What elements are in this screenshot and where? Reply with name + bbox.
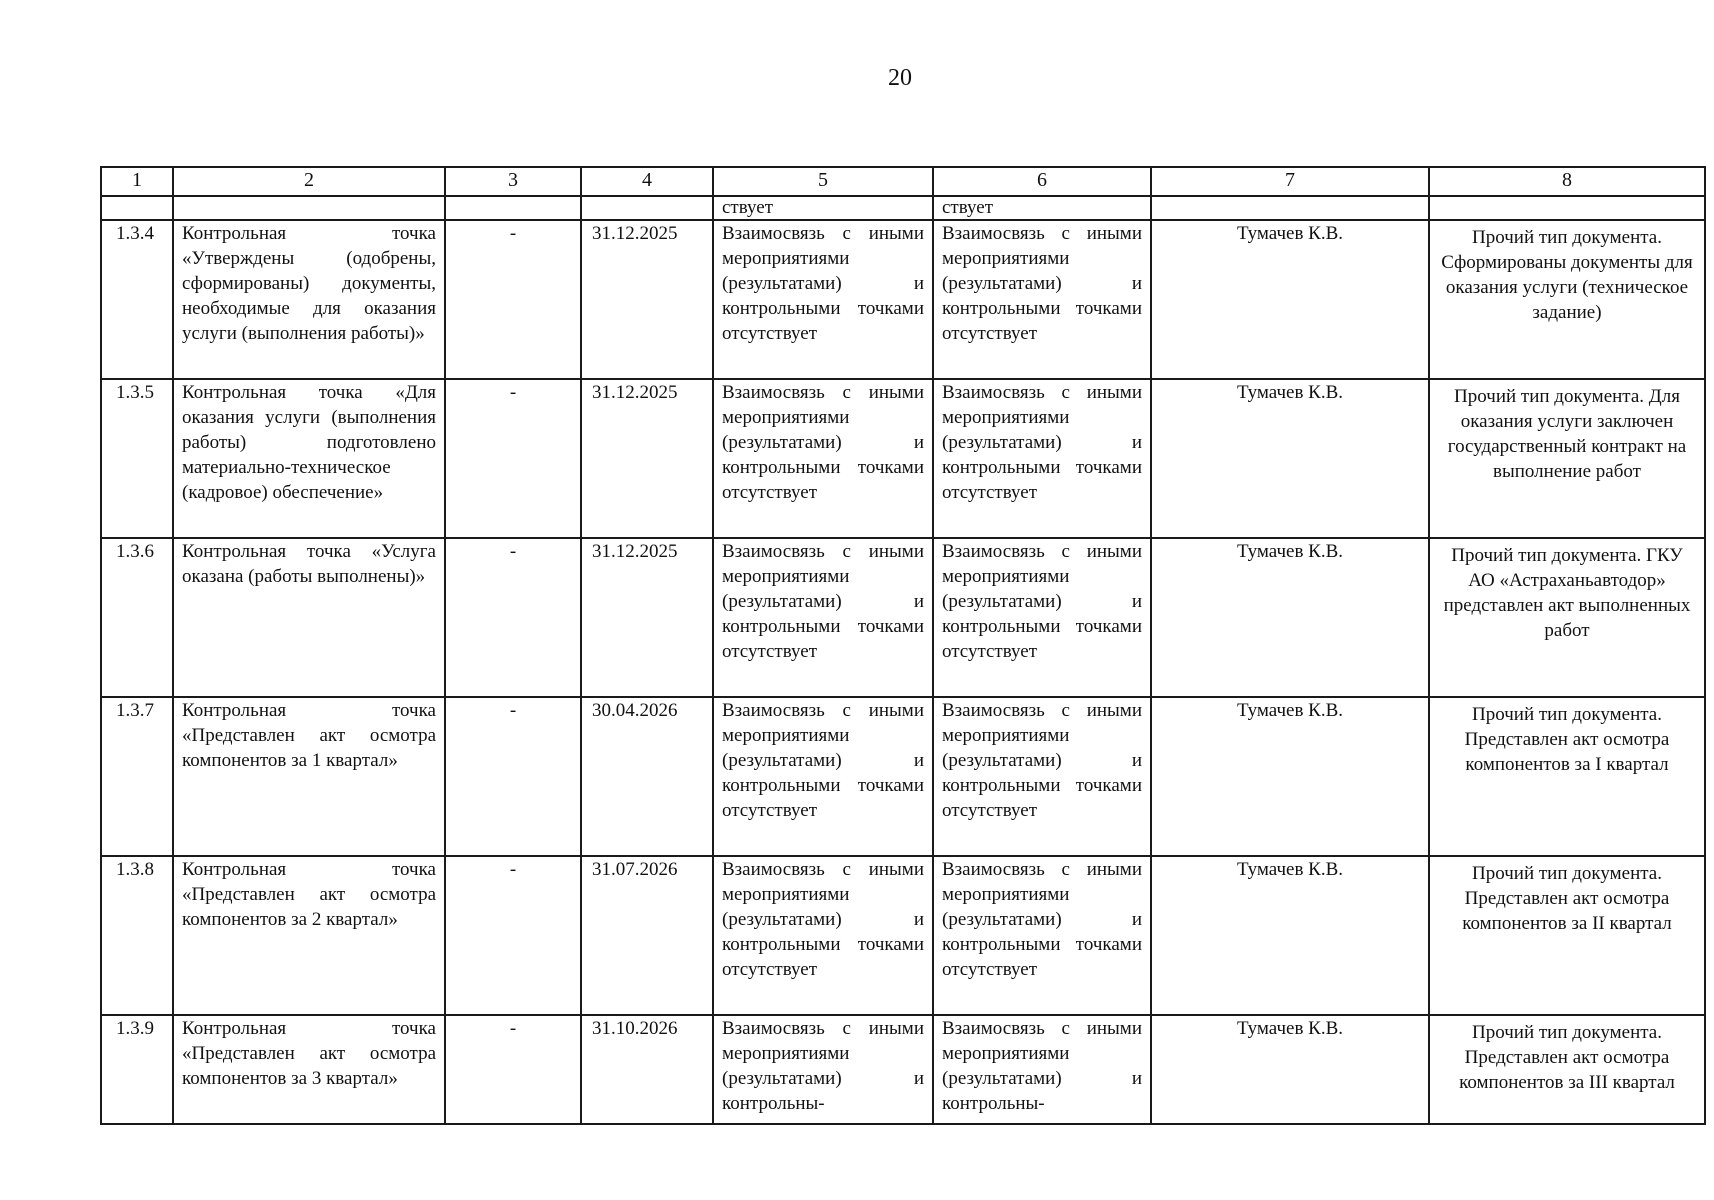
control-point-name: Контрольная точка «Услуга оказана (работы выполнены)»: [173, 538, 445, 697]
relation-col5: Взаимосвязь с иными мероприятиями (результатами) и контрольными точками отсутствует: [713, 220, 933, 379]
cell-empty: [1151, 196, 1429, 220]
col3-value: -: [445, 1015, 581, 1124]
document-description: Прочий тип документа. Для оказания услуги заключен государственный контракт на выполнение работ: [1429, 379, 1705, 538]
relation-col5: Взаимосвязь с иными мероприятиями (результатами) и контрольными точками отсутствует: [713, 856, 933, 1015]
row-number: 1.3.9: [101, 1015, 173, 1124]
deadline-date: 30.04.2026: [581, 697, 713, 856]
col3-value: -: [445, 538, 581, 697]
header-col-7: 7: [1151, 167, 1429, 196]
control-points-table: [100, 166, 1706, 1125]
deadline-date: 31.12.2025: [581, 538, 713, 697]
table-row: [101, 220, 1705, 379]
row-number: 1.3.4: [101, 220, 173, 379]
control-point-name: Контрольная точка «Представлен акт осмотра компонентов за 2 квартал»: [173, 856, 445, 1015]
relation-col6: Взаимосвязь с иными мероприятиями (результатами) и контрольными точками отсутствует: [933, 856, 1151, 1015]
page-number: 20: [888, 65, 912, 91]
responsible-person: Тумачев К.В.: [1151, 697, 1429, 856]
relation-col6: Взаимосвязь с иными мероприятиями (результатами) и контрольны-: [933, 1015, 1151, 1124]
col3-value: -: [445, 697, 581, 856]
deadline-date: 31.10.2026: [581, 1015, 713, 1124]
relation-col6: Взаимосвязь с иными мероприятиями (результатами) и контрольными точками отсутствует: [933, 697, 1151, 856]
control-point-name: Контрольная точка «Представлен акт осмотра компонентов за 1 квартал»: [173, 697, 445, 856]
header-col-2: 2: [173, 167, 445, 196]
continuation-row: [101, 196, 1705, 220]
responsible-person: Тумачев К.В.: [1151, 1015, 1429, 1124]
header-col-5: 5: [713, 167, 933, 196]
cell-empty: [445, 196, 581, 220]
col3-value: -: [445, 379, 581, 538]
control-point-name: Контрольная точка «Представлен акт осмотра компонентов за 3 квартал»: [173, 1015, 445, 1124]
table-row: [101, 856, 1705, 1015]
header-col-3: 3: [445, 167, 581, 196]
relation-col6: Взаимосвязь с иными мероприятиями (результатами) и контрольными точками отсутствует: [933, 379, 1151, 538]
table-row: [101, 697, 1705, 856]
table-row: [101, 1015, 1705, 1124]
continuation-col5: ствует: [713, 196, 933, 220]
cell-empty: [173, 196, 445, 220]
table-row: [101, 379, 1705, 538]
row-number: 1.3.6: [101, 538, 173, 697]
row-number: 1.3.8: [101, 856, 173, 1015]
cell-empty: [581, 196, 713, 220]
document-description: Прочий тип документа. Представлен акт осмотра компонентов за II квартал: [1429, 856, 1705, 1015]
deadline-date: 31.07.2026: [581, 856, 713, 1015]
responsible-person: Тумачев К.В.: [1151, 856, 1429, 1015]
control-point-name: Контрольная точка «Утверждены (одобрены, сформированы) документы, необходимые для оказания услуги (выполнения работы)»: [173, 220, 445, 379]
control-point-name: Контрольная точка «Для оказания услуги (выполнения работы) подготовлено материально-техническое (кадровое) обеспечение»: [173, 379, 445, 538]
col3-value: -: [445, 220, 581, 379]
relation-col5: Взаимосвязь с иными мероприятиями (результатами) и контрольными точками отсутствует: [713, 379, 933, 538]
header-row: [101, 167, 1705, 196]
relation-col6: Взаимосвязь с иными мероприятиями (результатами) и контрольными точками отсутствует: [933, 220, 1151, 379]
relation-col5: Взаимосвязь с иными мероприятиями (результатами) и контрольны-: [713, 1015, 933, 1124]
document-description: Прочий тип документа. ГКУ АО «Астраханьавтодор» представлен акт выполненных работ: [1429, 538, 1705, 697]
document-description: Прочий тип документа. Представлен акт осмотра компонентов за III квартал: [1429, 1015, 1705, 1124]
table-row: [101, 538, 1705, 697]
document-description: Прочий тип документа. Сформированы документы для оказания услуги (техническое задание): [1429, 220, 1705, 379]
header-col-6: 6: [933, 167, 1151, 196]
responsible-person: Тумачев К.В.: [1151, 220, 1429, 379]
relation-col5: Взаимосвязь с иными мероприятиями (результатами) и контрольными точками отсутствует: [713, 697, 933, 856]
continuation-col6: ствует: [933, 196, 1151, 220]
responsible-person: Тумачев К.В.: [1151, 538, 1429, 697]
responsible-person: Тумачев К.В.: [1151, 379, 1429, 538]
relation-col5: Взаимосвязь с иными мероприятиями (результатами) и контрольными точками отсутствует: [713, 538, 933, 697]
header-col-8: 8: [1429, 167, 1705, 196]
document-description: Прочий тип документа. Представлен акт осмотра компонентов за I квартал: [1429, 697, 1705, 856]
col3-value: -: [445, 856, 581, 1015]
row-number: 1.3.5: [101, 379, 173, 538]
row-number: 1.3.7: [101, 697, 173, 856]
cell-empty: [1429, 196, 1705, 220]
header-col-1: 1: [101, 167, 173, 196]
deadline-date: 31.12.2025: [581, 379, 713, 538]
deadline-date: 31.12.2025: [581, 220, 713, 379]
cell-empty: [101, 196, 173, 220]
header-col-4: 4: [581, 167, 713, 196]
relation-col6: Взаимосвязь с иными мероприятиями (результатами) и контрольными точками отсутствует: [933, 538, 1151, 697]
